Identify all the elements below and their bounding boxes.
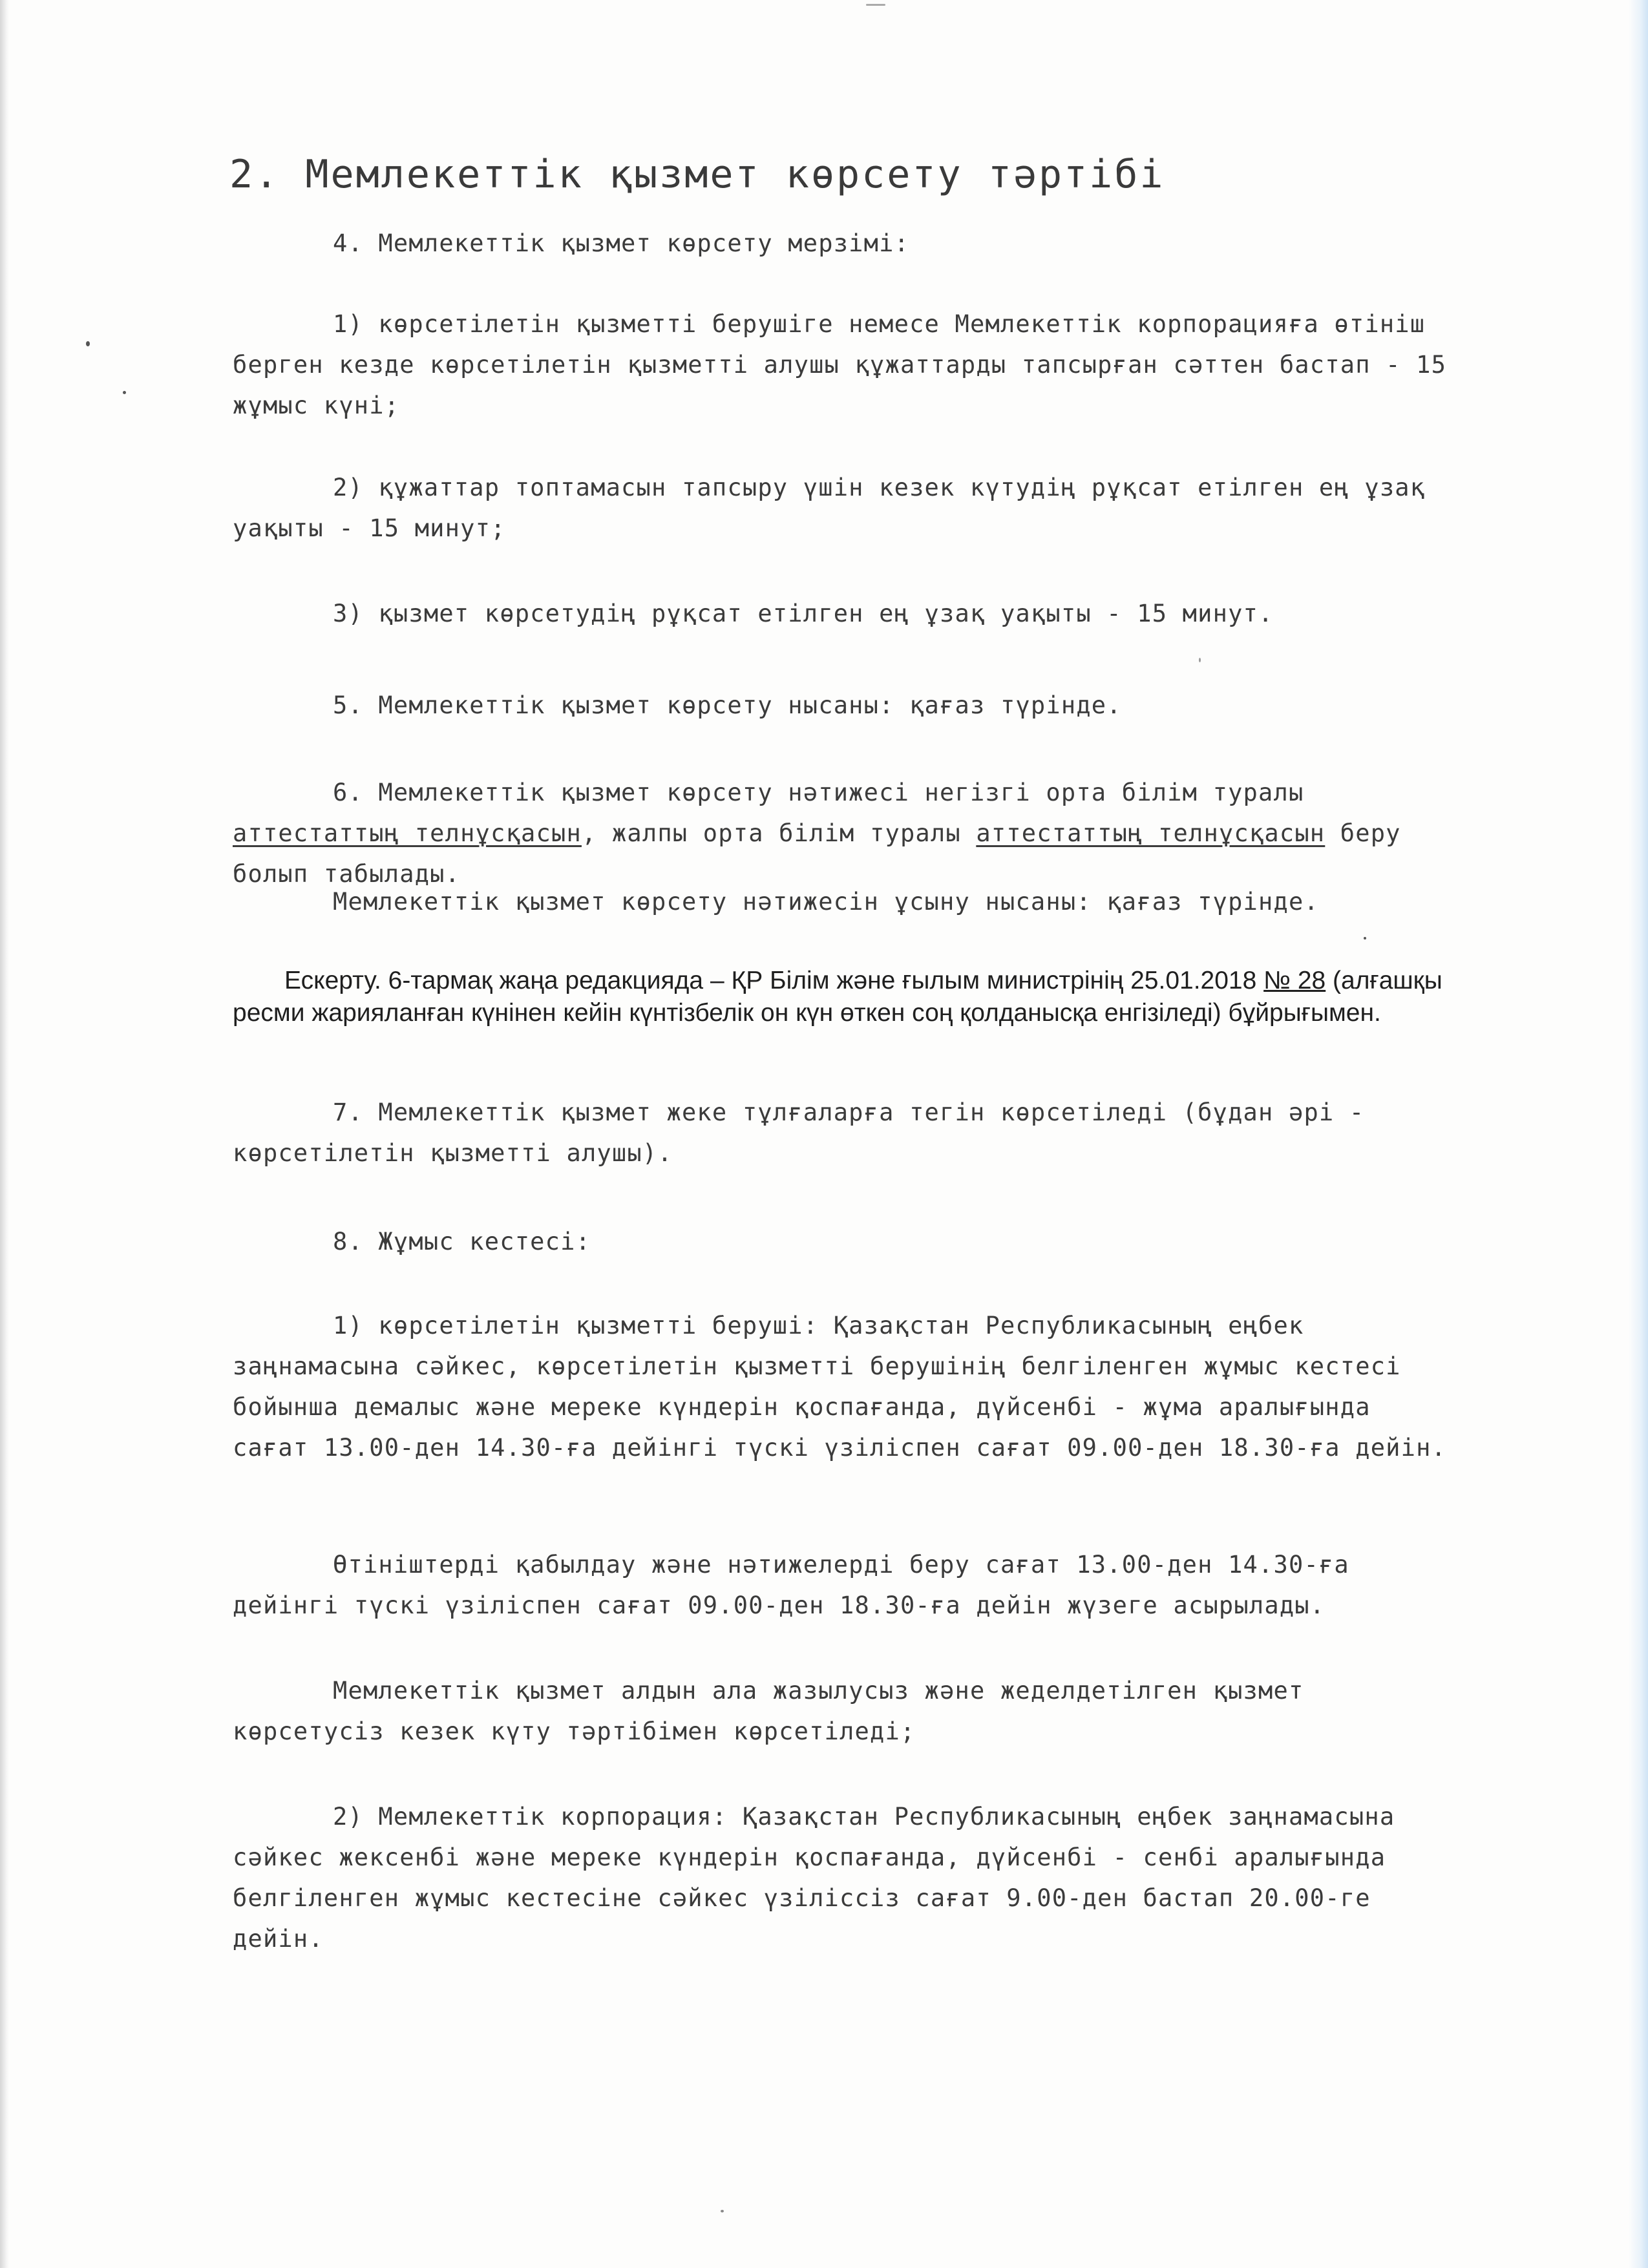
scan-speck [1364,937,1366,940]
section-heading: 2. Мемлекеттік қызмет көрсету тәртібі [229,152,1165,197]
amendment-note-text-2: (алғашқы ресми жарияланған күнінен кейін күнтізбелік он күн өткен соң қолданысқа енгізіледі) бұйрығымен. [233,967,1442,1027]
scan-speck [123,391,126,394]
scan-speck [721,2210,724,2212]
paragraph-8-applications: Өтініштерді қабылдау және нәтижелерді беру сағат 13.00-ден 14.30-ға дейінгі түскі үзіліспен сағат 09.00-ден 18.30-ға дейін жүзеге асырылады. [233,1551,1365,1619]
paragraph-8: 8. Жұмыс кестесі: [333,1228,591,1255]
paragraph-7: 7. Мемлекеттік қызмет жеке тұлғаларға тегін көрсетіледі (бұдан әрі - көрсетілетін қызметті алушы). [233,1098,1380,1167]
paragraph-6-text-2: , жалпы орта білім туралы [581,819,977,847]
scan-speck [86,341,90,346]
scan-edge-left [0,0,9,2268]
paragraph-6 [233,772,1448,894]
paragraph-4-2: 2) құжаттар топтамасын тапсыру үшін кезек күтудің рұқсат етілген ең ұзақ уақыты - 15 минут; [233,474,1441,542]
scan-speck [1199,658,1201,662]
amendment-note [233,965,1480,1029]
paragraph-6-text-3: беру болып табылады. [233,819,1417,888]
paragraph-8-1: 1) көрсетілетін қызметті беруші: Қазақстан Республикасының еңбек заңнамасына сәйкес, көрсетілетін қызметті берушінің белгіленген жұмыс кестесі бойынша демалыс және мереке күндерін қоспағанда, дүйсенбі - жұма аралығында сағат 13.00-ден 14.30-ға дейінгі түскі үзіліспен сағат 09.00-ден 18.30-ға дейін. [233,1312,1447,1462]
paragraph-8-2: 2) Мемлекеттік корпорация: Қазақстан Республикасының еңбек заңнамасына сәйкес жексенбі және мереке күндерін қоспағанда, дүйсенбі - сенбі аралығында белгіленген жұмыс кестесіне сәйкес үзіліссіз сағат 9.00-ден бастап 20.00-ге дейін. [233,1803,1410,1953]
order-number-link[interactable]: № 28 [1263,967,1326,994]
amendment-note-text-1: Ескерту. 6-тармақ жаңа редакцияда – ҚР Білім және ғылым министрінің 25.01.2018 [284,967,1264,994]
certificate-duplicate-link-2[interactable]: аттестаттың телнұсқасын [976,819,1326,847]
paragraph-4-1: 1) көрсетілетін қызметті берушіге немесе Мемлекеттік корпорацияға өтініш берген кезде көрсетілетін қызметті алушы құжаттарды тапсырған сәттен бастап - 15 жұмыс күні; [233,310,1462,419]
paragraph-6-text-1: 6. Мемлекеттік қызмет көрсету нәтижесі негізгі орта білім туралы [333,779,1319,806]
paragraph-5: 5. Мемлекеттік қызмет көрсету нысаны: қағаз түрінде. [333,691,1122,719]
paragraph-4: 4. Мемлекеттік қызмет көрсету мерзімі: [333,229,910,257]
scan-edge-right [1629,0,1648,2268]
paragraph-6-result-form: Мемлекеттік қызмет көрсету нәтижесін ұсыну нысаны: қағаз түрінде. [333,888,1319,916]
scan-speck [866,4,885,6]
certificate-duplicate-link-1[interactable]: аттестаттың телнұсқасын [233,819,582,847]
paragraph-8-queue: Мемлекеттік қызмет алдын ала жазылусыз және жеделдетілген қызмет көрсетусіз кезек күту тәртібімен көрсетіледі; [233,1677,1319,1745]
paragraph-4-3: 3) қызмет көрсетудің рұқсат етілген ең ұзақ уақыты - 15 минут. [333,600,1274,627]
